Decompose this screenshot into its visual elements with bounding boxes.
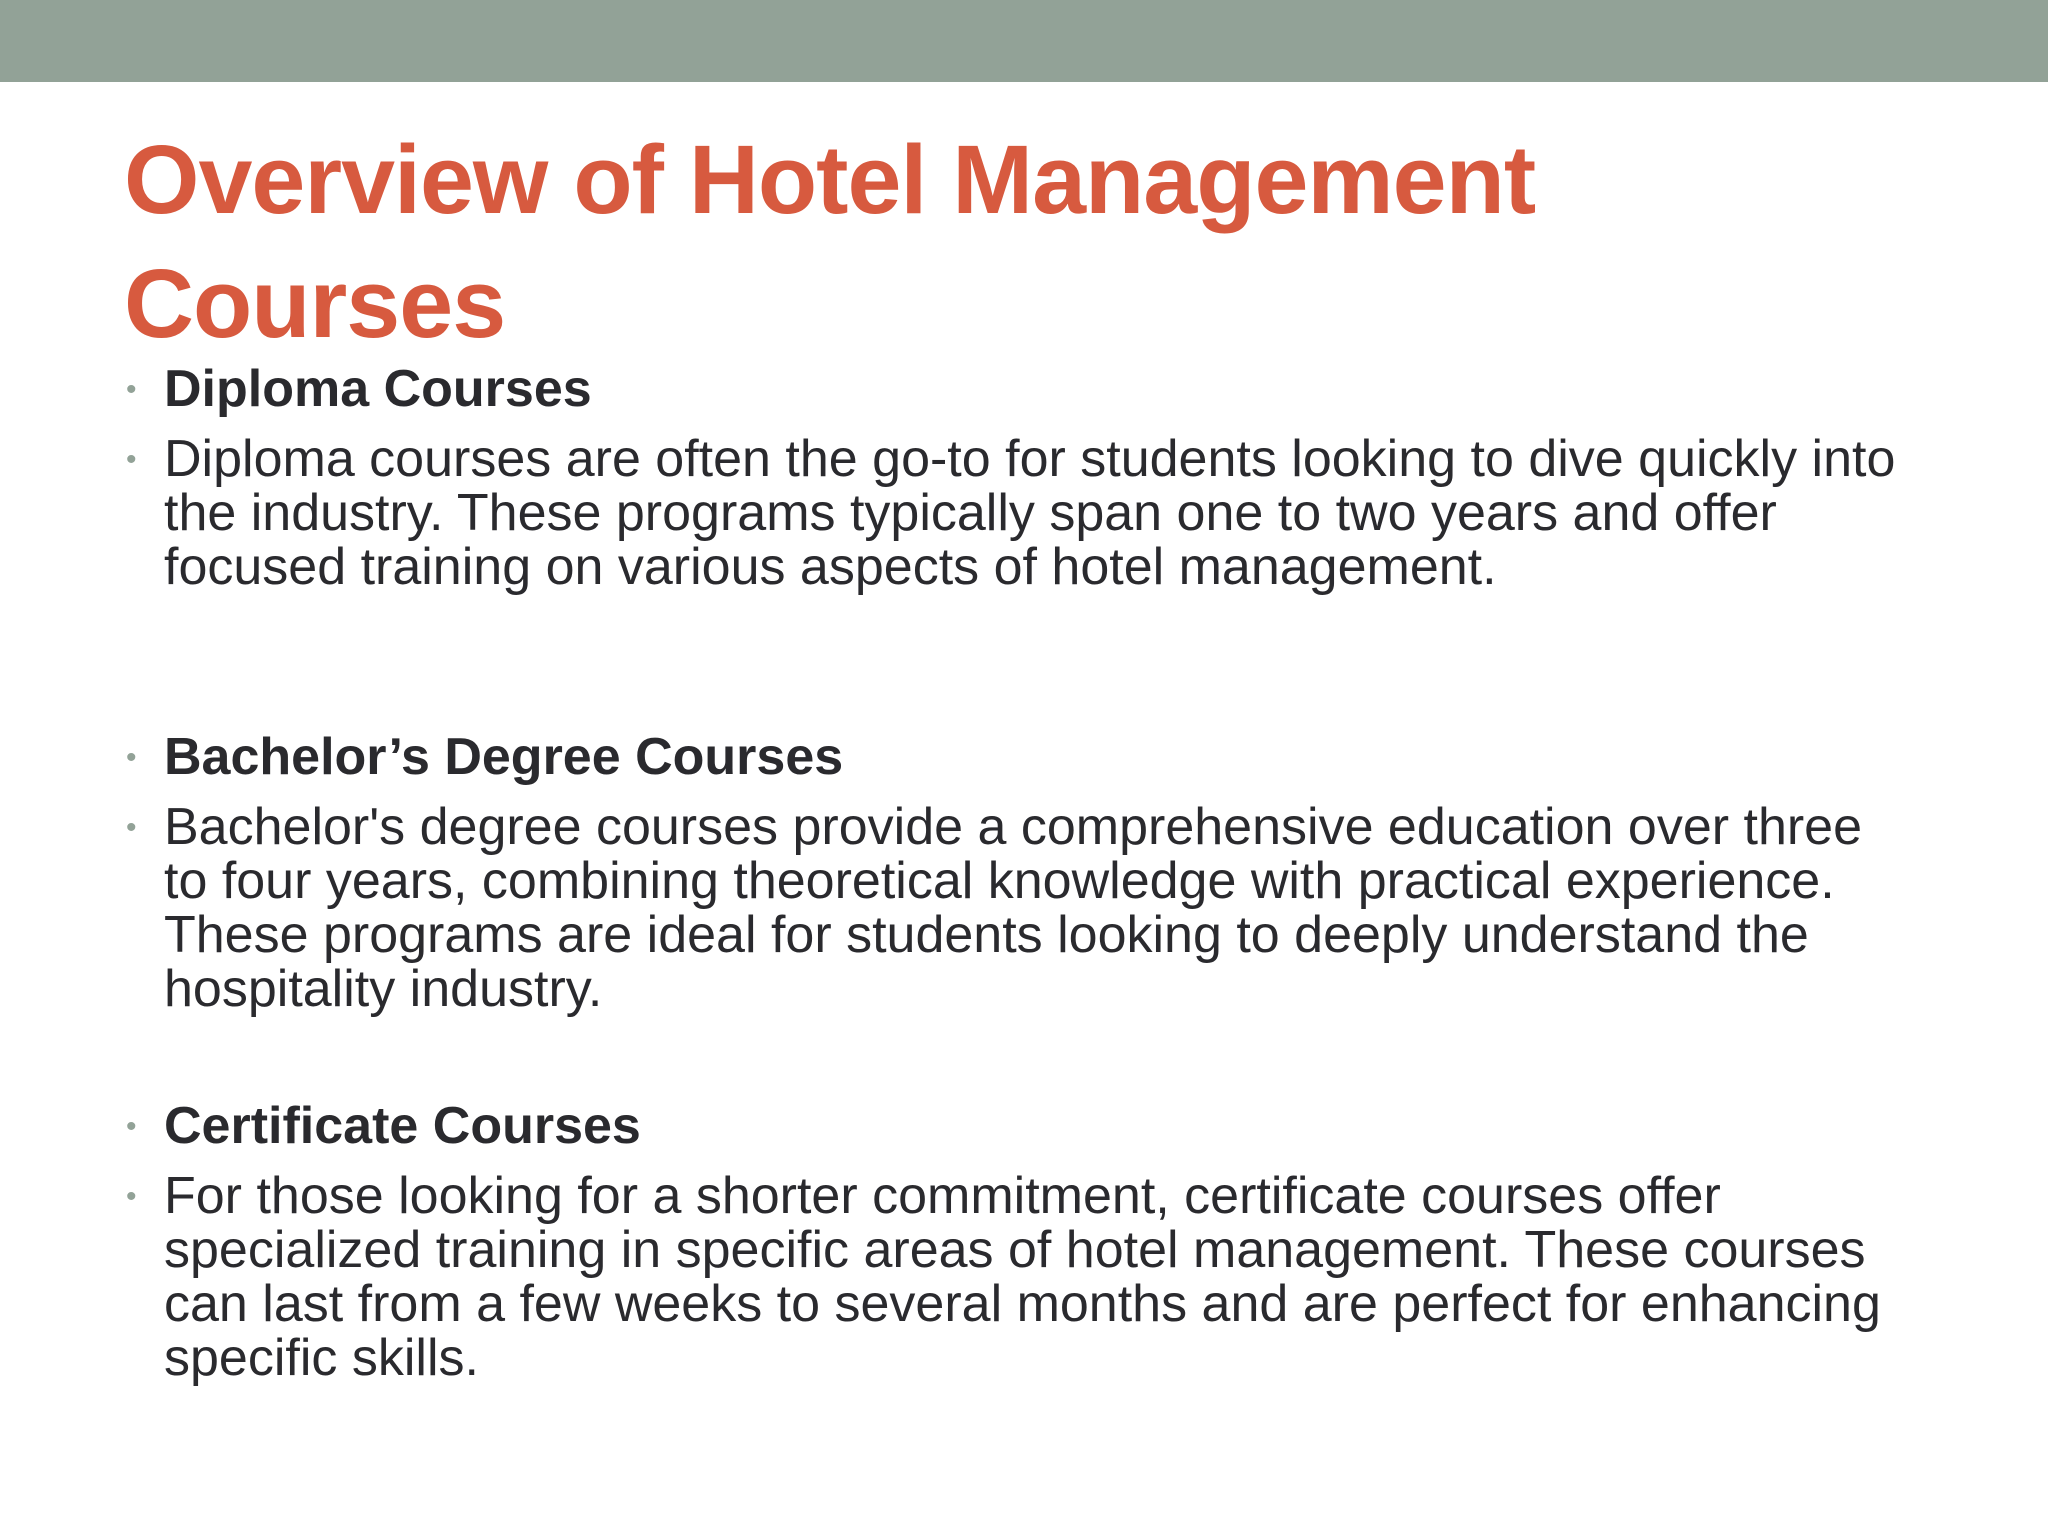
section-heading-certificate: Certificate Courses [164, 1097, 641, 1155]
top-accent-band [0, 0, 2048, 82]
bullet-icon: • [126, 1180, 137, 1213]
section-heading-bachelors: Bachelor’s Degree Courses [164, 728, 844, 786]
bullet-icon: • [126, 373, 137, 406]
list-item-body [120, 1169, 1920, 1385]
bullet-icon: • [126, 811, 137, 844]
slide-title: Overview of Hotel Management Courses [124, 125, 1536, 358]
section-body-certificate: For those looking for a shorter commitment, certificate courses offer specialized training in specific areas of hotel management. These courses can last from a few weeks to several months and are perfect for enhancing specific skills. [164, 1167, 1881, 1387]
bullet-icon: • [126, 1110, 137, 1143]
list-item-heading [120, 1099, 1920, 1154]
section-body-bachelors: Bachelor's degree courses provide a comprehensive education over three to four years, combining theoretical knowledge with practical experience. These programs are ideal for students looking to deeply understand the hospitality industry. [164, 798, 1863, 1018]
bullet-icon: • [126, 443, 137, 476]
list-item-body [120, 800, 1920, 1016]
list-item-heading [120, 730, 1920, 785]
section-body-diploma: Diploma courses are often the go-to for students looking to dive quickly into the industry. These programs typically span one to two years and offer focused training on various aspects of hotel management. [164, 430, 1896, 596]
list-item-heading [120, 362, 1920, 417]
list-item-body [120, 432, 1920, 594]
section-heading-diploma: Diploma Courses [164, 360, 592, 418]
bullet-icon: • [126, 741, 137, 774]
